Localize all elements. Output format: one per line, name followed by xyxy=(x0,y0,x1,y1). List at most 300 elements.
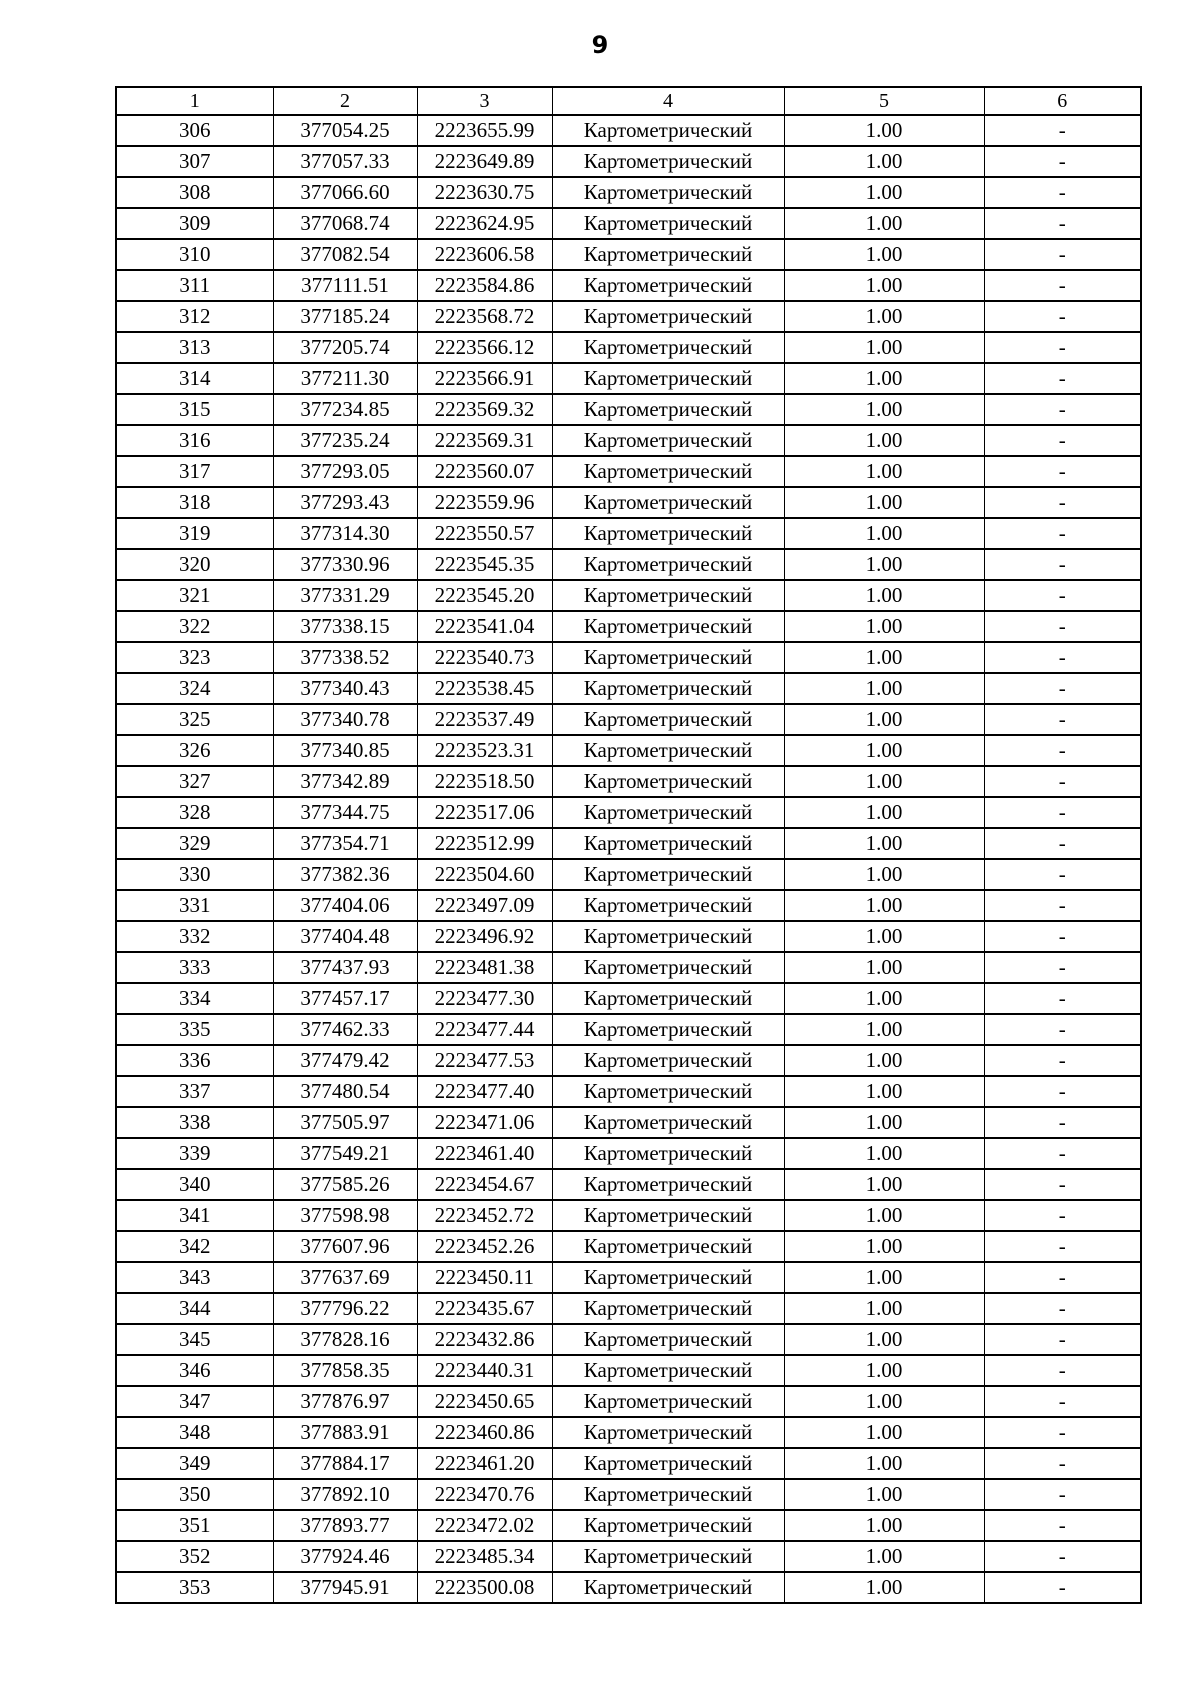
note-cell: - xyxy=(984,921,1141,952)
accuracy-cell: 1.00 xyxy=(784,1510,984,1541)
y-coordinate-cell: 2223566.91 xyxy=(417,363,552,394)
x-coordinate-cell: 377549.21 xyxy=(273,1138,417,1169)
point-number-cell: 308 xyxy=(116,177,273,208)
point-number-cell: 316 xyxy=(116,425,273,456)
table-row xyxy=(116,425,1141,456)
y-coordinate-cell: 2223452.72 xyxy=(417,1200,552,1231)
method-cell: Картометрический xyxy=(552,921,784,952)
method-cell: Картометрический xyxy=(552,487,784,518)
method-cell: Картометрический xyxy=(552,1572,784,1603)
table-row xyxy=(116,921,1141,952)
table-row xyxy=(116,456,1141,487)
table-row xyxy=(116,1293,1141,1324)
x-coordinate-cell: 377338.52 xyxy=(273,642,417,673)
accuracy-cell: 1.00 xyxy=(784,983,984,1014)
x-coordinate-cell: 377893.77 xyxy=(273,1510,417,1541)
y-coordinate-cell: 2223512.99 xyxy=(417,828,552,859)
note-cell: - xyxy=(984,239,1141,270)
accuracy-cell: 1.00 xyxy=(784,1293,984,1324)
point-number-cell: 347 xyxy=(116,1386,273,1417)
note-cell: - xyxy=(984,1448,1141,1479)
note-cell: - xyxy=(984,642,1141,673)
table-row xyxy=(116,952,1141,983)
accuracy-cell: 1.00 xyxy=(784,890,984,921)
x-coordinate-cell: 377082.54 xyxy=(273,239,417,270)
y-coordinate-cell: 2223461.20 xyxy=(417,1448,552,1479)
table-row xyxy=(116,1324,1141,1355)
table-row xyxy=(116,1262,1141,1293)
x-coordinate-cell: 377437.93 xyxy=(273,952,417,983)
x-coordinate-cell: 377883.91 xyxy=(273,1417,417,1448)
note-cell: - xyxy=(984,363,1141,394)
table-row xyxy=(116,1076,1141,1107)
accuracy-cell: 1.00 xyxy=(784,1355,984,1386)
note-cell: - xyxy=(984,1386,1141,1417)
note-cell: - xyxy=(984,890,1141,921)
note-cell: - xyxy=(984,983,1141,1014)
accuracy-cell: 1.00 xyxy=(784,673,984,704)
method-cell: Картометрический xyxy=(552,1200,784,1231)
accuracy-cell: 1.00 xyxy=(784,611,984,642)
method-cell: Картометрический xyxy=(552,642,784,673)
method-cell: Картометрический xyxy=(552,580,784,611)
method-cell: Картометрический xyxy=(552,425,784,456)
note-cell: - xyxy=(984,1262,1141,1293)
method-cell: Картометрический xyxy=(552,1107,784,1138)
point-number-cell: 349 xyxy=(116,1448,273,1479)
table-row xyxy=(116,673,1141,704)
x-coordinate-cell: 377057.33 xyxy=(273,146,417,177)
method-cell: Картометрический xyxy=(552,270,784,301)
y-coordinate-cell: 2223649.89 xyxy=(417,146,552,177)
y-coordinate-cell: 2223538.45 xyxy=(417,673,552,704)
y-coordinate-cell: 2223550.57 xyxy=(417,518,552,549)
y-coordinate-cell: 2223504.60 xyxy=(417,859,552,890)
note-cell: - xyxy=(984,518,1141,549)
y-coordinate-cell: 2223537.49 xyxy=(417,704,552,735)
table-row xyxy=(116,487,1141,518)
x-coordinate-cell: 377598.98 xyxy=(273,1200,417,1231)
note-cell: - xyxy=(984,704,1141,735)
accuracy-cell: 1.00 xyxy=(784,704,984,735)
y-coordinate-cell: 2223568.72 xyxy=(417,301,552,332)
accuracy-cell: 1.00 xyxy=(784,332,984,363)
note-cell: - xyxy=(984,1324,1141,1355)
accuracy-cell: 1.00 xyxy=(784,1417,984,1448)
point-number-cell: 322 xyxy=(116,611,273,642)
accuracy-cell: 1.00 xyxy=(784,642,984,673)
x-coordinate-cell: 377235.24 xyxy=(273,425,417,456)
table-row xyxy=(116,301,1141,332)
x-coordinate-cell: 377293.05 xyxy=(273,456,417,487)
note-cell: - xyxy=(984,1231,1141,1262)
method-cell: Картометрический xyxy=(552,1293,784,1324)
y-coordinate-cell: 2223435.67 xyxy=(417,1293,552,1324)
table-row xyxy=(116,1386,1141,1417)
method-cell: Картометрический xyxy=(552,1541,784,1572)
accuracy-cell: 1.00 xyxy=(784,487,984,518)
column-header: 2 xyxy=(273,87,417,115)
point-number-cell: 343 xyxy=(116,1262,273,1293)
point-number-cell: 314 xyxy=(116,363,273,394)
table-row xyxy=(116,146,1141,177)
method-cell: Картометрический xyxy=(552,1324,784,1355)
point-number-cell: 350 xyxy=(116,1479,273,1510)
method-cell: Картометрический xyxy=(552,1076,784,1107)
accuracy-cell: 1.00 xyxy=(784,1076,984,1107)
y-coordinate-cell: 2223485.34 xyxy=(417,1541,552,1572)
y-coordinate-cell: 2223541.04 xyxy=(417,611,552,642)
x-coordinate-cell: 377457.17 xyxy=(273,983,417,1014)
x-coordinate-cell: 377234.85 xyxy=(273,394,417,425)
y-coordinate-cell: 2223471.06 xyxy=(417,1107,552,1138)
table-row xyxy=(116,1355,1141,1386)
table-row xyxy=(116,1448,1141,1479)
y-coordinate-cell: 2223450.65 xyxy=(417,1386,552,1417)
note-cell: - xyxy=(984,1014,1141,1045)
note-cell: - xyxy=(984,735,1141,766)
x-coordinate-cell: 377340.43 xyxy=(273,673,417,704)
x-coordinate-cell: 377585.26 xyxy=(273,1169,417,1200)
point-number-cell: 333 xyxy=(116,952,273,983)
method-cell: Картометрический xyxy=(552,1231,784,1262)
y-coordinate-cell: 2223655.99 xyxy=(417,115,552,146)
page-number: 9 xyxy=(591,31,609,59)
point-number-cell: 348 xyxy=(116,1417,273,1448)
x-coordinate-cell: 377607.96 xyxy=(273,1231,417,1262)
table-row xyxy=(116,549,1141,580)
accuracy-cell: 1.00 xyxy=(784,1200,984,1231)
method-cell: Картометрический xyxy=(552,363,784,394)
method-cell: Картометрический xyxy=(552,735,784,766)
method-cell: Картометрический xyxy=(552,828,784,859)
method-cell: Картометрический xyxy=(552,797,784,828)
table-row xyxy=(116,642,1141,673)
method-cell: Картометрический xyxy=(552,1417,784,1448)
point-number-cell: 338 xyxy=(116,1107,273,1138)
method-cell: Картометрический xyxy=(552,177,784,208)
note-cell: - xyxy=(984,797,1141,828)
method-cell: Картометрический xyxy=(552,1169,784,1200)
y-coordinate-cell: 2223584.86 xyxy=(417,270,552,301)
note-cell: - xyxy=(984,549,1141,580)
table-row xyxy=(116,859,1141,890)
method-cell: Картометрический xyxy=(552,115,784,146)
y-coordinate-cell: 2223500.08 xyxy=(417,1572,552,1603)
x-coordinate-cell: 377382.36 xyxy=(273,859,417,890)
y-coordinate-cell: 2223569.31 xyxy=(417,425,552,456)
note-cell: - xyxy=(984,1510,1141,1541)
accuracy-cell: 1.00 xyxy=(784,1231,984,1262)
note-cell: - xyxy=(984,1572,1141,1603)
point-number-cell: 329 xyxy=(116,828,273,859)
accuracy-cell: 1.00 xyxy=(784,1262,984,1293)
note-cell: - xyxy=(984,177,1141,208)
note-cell: - xyxy=(984,394,1141,425)
note-cell: - xyxy=(984,301,1141,332)
table-row xyxy=(116,394,1141,425)
note-cell: - xyxy=(984,1541,1141,1572)
y-coordinate-cell: 2223540.73 xyxy=(417,642,552,673)
table-row xyxy=(116,1045,1141,1076)
method-cell: Картометрический xyxy=(552,890,784,921)
x-coordinate-cell: 377068.74 xyxy=(273,208,417,239)
y-coordinate-cell: 2223559.96 xyxy=(417,487,552,518)
y-coordinate-cell: 2223472.02 xyxy=(417,1510,552,1541)
method-cell: Картометрический xyxy=(552,1045,784,1076)
note-cell: - xyxy=(984,270,1141,301)
point-number-cell: 327 xyxy=(116,766,273,797)
accuracy-cell: 1.00 xyxy=(784,1479,984,1510)
table-row xyxy=(116,363,1141,394)
accuracy-cell: 1.00 xyxy=(784,859,984,890)
y-coordinate-cell: 2223470.76 xyxy=(417,1479,552,1510)
y-coordinate-cell: 2223461.40 xyxy=(417,1138,552,1169)
point-number-cell: 336 xyxy=(116,1045,273,1076)
point-number-cell: 337 xyxy=(116,1076,273,1107)
table-row xyxy=(116,239,1141,270)
accuracy-cell: 1.00 xyxy=(784,1448,984,1479)
x-coordinate-cell: 377340.78 xyxy=(273,704,417,735)
accuracy-cell: 1.00 xyxy=(784,301,984,332)
y-coordinate-cell: 2223450.11 xyxy=(417,1262,552,1293)
x-coordinate-cell: 377066.60 xyxy=(273,177,417,208)
point-number-cell: 335 xyxy=(116,1014,273,1045)
method-cell: Картометрический xyxy=(552,394,784,425)
table-row xyxy=(116,704,1141,735)
table-row xyxy=(116,115,1141,146)
table-row xyxy=(116,1541,1141,1572)
accuracy-cell: 1.00 xyxy=(784,797,984,828)
note-cell: - xyxy=(984,487,1141,518)
point-number-cell: 311 xyxy=(116,270,273,301)
point-number-cell: 306 xyxy=(116,115,273,146)
x-coordinate-cell: 377404.06 xyxy=(273,890,417,921)
x-coordinate-cell: 377205.74 xyxy=(273,332,417,363)
method-cell: Картометрический xyxy=(552,1014,784,1045)
point-number-cell: 352 xyxy=(116,1541,273,1572)
point-number-cell: 312 xyxy=(116,301,273,332)
y-coordinate-cell: 2223481.38 xyxy=(417,952,552,983)
table-header-row xyxy=(116,87,1141,115)
y-coordinate-cell: 2223545.20 xyxy=(417,580,552,611)
accuracy-cell: 1.00 xyxy=(784,580,984,611)
accuracy-cell: 1.00 xyxy=(784,1014,984,1045)
x-coordinate-cell: 377211.30 xyxy=(273,363,417,394)
method-cell: Картометрический xyxy=(552,704,784,735)
y-coordinate-cell: 2223518.50 xyxy=(417,766,552,797)
accuracy-cell: 1.00 xyxy=(784,239,984,270)
accuracy-cell: 1.00 xyxy=(784,363,984,394)
table-row xyxy=(116,797,1141,828)
point-number-cell: 353 xyxy=(116,1572,273,1603)
x-coordinate-cell: 377637.69 xyxy=(273,1262,417,1293)
point-number-cell: 324 xyxy=(116,673,273,704)
accuracy-cell: 1.00 xyxy=(784,1541,984,1572)
x-coordinate-cell: 377505.97 xyxy=(273,1107,417,1138)
y-coordinate-cell: 2223477.44 xyxy=(417,1014,552,1045)
method-cell: Картометрический xyxy=(552,518,784,549)
x-coordinate-cell: 377185.24 xyxy=(273,301,417,332)
point-number-cell: 339 xyxy=(116,1138,273,1169)
y-coordinate-cell: 2223497.09 xyxy=(417,890,552,921)
note-cell: - xyxy=(984,1293,1141,1324)
table-row xyxy=(116,1572,1141,1603)
accuracy-cell: 1.00 xyxy=(784,1045,984,1076)
x-coordinate-cell: 377314.30 xyxy=(273,518,417,549)
table-row xyxy=(116,518,1141,549)
note-cell: - xyxy=(984,1479,1141,1510)
note-cell: - xyxy=(984,1417,1141,1448)
point-number-cell: 344 xyxy=(116,1293,273,1324)
point-number-cell: 313 xyxy=(116,332,273,363)
table-row xyxy=(116,1200,1141,1231)
note-cell: - xyxy=(984,146,1141,177)
y-coordinate-cell: 2223566.12 xyxy=(417,332,552,363)
point-number-cell: 332 xyxy=(116,921,273,952)
note-cell: - xyxy=(984,1076,1141,1107)
point-number-cell: 318 xyxy=(116,487,273,518)
method-cell: Картометрический xyxy=(552,549,784,580)
note-cell: - xyxy=(984,952,1141,983)
column-header: 1 xyxy=(116,87,273,115)
x-coordinate-cell: 377884.17 xyxy=(273,1448,417,1479)
table-row xyxy=(116,983,1141,1014)
y-coordinate-cell: 2223460.86 xyxy=(417,1417,552,1448)
note-cell: - xyxy=(984,1107,1141,1138)
table-row xyxy=(116,580,1141,611)
column-header: 6 xyxy=(984,87,1141,115)
table-row xyxy=(116,1417,1141,1448)
y-coordinate-cell: 2223496.92 xyxy=(417,921,552,952)
note-cell: - xyxy=(984,1045,1141,1076)
note-cell: - xyxy=(984,1355,1141,1386)
y-coordinate-cell: 2223517.06 xyxy=(417,797,552,828)
x-coordinate-cell: 377293.43 xyxy=(273,487,417,518)
y-coordinate-cell: 2223440.31 xyxy=(417,1355,552,1386)
note-cell: - xyxy=(984,332,1141,363)
accuracy-cell: 1.00 xyxy=(784,394,984,425)
method-cell: Картометрический xyxy=(552,239,784,270)
note-cell: - xyxy=(984,611,1141,642)
table-row xyxy=(116,611,1141,642)
accuracy-cell: 1.00 xyxy=(784,1169,984,1200)
table-row xyxy=(116,332,1141,363)
x-coordinate-cell: 377479.42 xyxy=(273,1045,417,1076)
note-cell: - xyxy=(984,673,1141,704)
y-coordinate-cell: 2223569.32 xyxy=(417,394,552,425)
x-coordinate-cell: 377796.22 xyxy=(273,1293,417,1324)
table-row xyxy=(116,1169,1141,1200)
accuracy-cell: 1.00 xyxy=(784,921,984,952)
point-number-cell: 317 xyxy=(116,456,273,487)
point-number-cell: 351 xyxy=(116,1510,273,1541)
x-coordinate-cell: 377876.97 xyxy=(273,1386,417,1417)
y-coordinate-cell: 2223630.75 xyxy=(417,177,552,208)
point-number-cell: 342 xyxy=(116,1231,273,1262)
method-cell: Картометрический xyxy=(552,1355,784,1386)
note-cell: - xyxy=(984,425,1141,456)
accuracy-cell: 1.00 xyxy=(784,208,984,239)
x-coordinate-cell: 377330.96 xyxy=(273,549,417,580)
point-number-cell: 310 xyxy=(116,239,273,270)
accuracy-cell: 1.00 xyxy=(784,425,984,456)
table-row xyxy=(116,1231,1141,1262)
table-row xyxy=(116,1479,1141,1510)
x-coordinate-cell: 377480.54 xyxy=(273,1076,417,1107)
y-coordinate-cell: 2223560.07 xyxy=(417,456,552,487)
point-number-cell: 330 xyxy=(116,859,273,890)
point-number-cell: 345 xyxy=(116,1324,273,1355)
point-number-cell: 328 xyxy=(116,797,273,828)
y-coordinate-cell: 2223477.30 xyxy=(417,983,552,1014)
point-number-cell: 331 xyxy=(116,890,273,921)
note-cell: - xyxy=(984,828,1141,859)
note-cell: - xyxy=(984,1169,1141,1200)
x-coordinate-cell: 377892.10 xyxy=(273,1479,417,1510)
method-cell: Картометрический xyxy=(552,673,784,704)
y-coordinate-cell: 2223545.35 xyxy=(417,549,552,580)
accuracy-cell: 1.00 xyxy=(784,518,984,549)
method-cell: Картометрический xyxy=(552,146,784,177)
point-number-cell: 321 xyxy=(116,580,273,611)
method-cell: Картометрический xyxy=(552,1479,784,1510)
y-coordinate-cell: 2223477.53 xyxy=(417,1045,552,1076)
note-cell: - xyxy=(984,456,1141,487)
y-coordinate-cell: 2223432.86 xyxy=(417,1324,552,1355)
point-number-cell: 340 xyxy=(116,1169,273,1200)
x-coordinate-cell: 377462.33 xyxy=(273,1014,417,1045)
y-coordinate-cell: 2223452.26 xyxy=(417,1231,552,1262)
note-cell: - xyxy=(984,208,1141,239)
note-cell: - xyxy=(984,1138,1141,1169)
y-coordinate-cell: 2223454.67 xyxy=(417,1169,552,1200)
point-number-cell: 319 xyxy=(116,518,273,549)
note-cell: - xyxy=(984,115,1141,146)
accuracy-cell: 1.00 xyxy=(784,270,984,301)
method-cell: Картометрический xyxy=(552,1510,784,1541)
table-body xyxy=(116,115,1141,1603)
accuracy-cell: 1.00 xyxy=(784,549,984,580)
method-cell: Картометрический xyxy=(552,332,784,363)
accuracy-cell: 1.00 xyxy=(784,766,984,797)
table-row xyxy=(116,735,1141,766)
table-row xyxy=(116,828,1141,859)
point-number-cell: 341 xyxy=(116,1200,273,1231)
x-coordinate-cell: 377924.46 xyxy=(273,1541,417,1572)
method-cell: Картометрический xyxy=(552,611,784,642)
table-row xyxy=(116,1138,1141,1169)
table-row xyxy=(116,208,1141,239)
table-row xyxy=(116,890,1141,921)
note-cell: - xyxy=(984,859,1141,890)
x-coordinate-cell: 377054.25 xyxy=(273,115,417,146)
method-cell: Картометрический xyxy=(552,859,784,890)
x-coordinate-cell: 377342.89 xyxy=(273,766,417,797)
column-header: 3 xyxy=(417,87,552,115)
point-number-cell: 309 xyxy=(116,208,273,239)
accuracy-cell: 1.00 xyxy=(784,1386,984,1417)
method-cell: Картометрический xyxy=(552,208,784,239)
x-coordinate-cell: 377858.35 xyxy=(273,1355,417,1386)
y-coordinate-cell: 2223606.58 xyxy=(417,239,552,270)
note-cell: - xyxy=(984,1200,1141,1231)
point-number-cell: 325 xyxy=(116,704,273,735)
accuracy-cell: 1.00 xyxy=(784,828,984,859)
accuracy-cell: 1.00 xyxy=(784,146,984,177)
point-number-cell: 307 xyxy=(116,146,273,177)
method-cell: Картометрический xyxy=(552,952,784,983)
